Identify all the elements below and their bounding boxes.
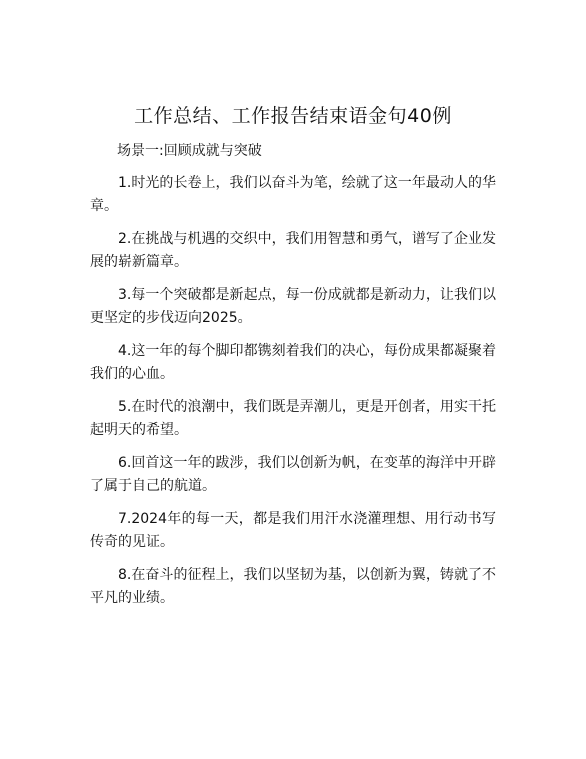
quote-item-4: 4.这一年的每个脚印都镌刻着我们的决心，每份成果都凝聚着我们的心血。 [90, 343, 496, 382]
document-body [90, 172, 496, 620]
quote-item-7: 7.2024年的每一天，都是我们用汗水浇灌理想、用行动书写传奇的见证。 [90, 511, 496, 550]
quote-item-2: 2.在挑战与机遇的交织中，我们用智慧和勇气，谱写了企业发展的崭新篇章。 [90, 231, 496, 270]
quote-item-1: 1.时光的长卷上，我们以奋斗为笔，绘就了这一年最动人的华章。 [90, 175, 496, 214]
quote-item-3: 3.每一个突破都是新起点，每一份成就都是新动力，让我们以更坚定的步伐迈向2025。 [90, 287, 496, 326]
quote-item-8: 8.在奋斗的征程上，我们以坚韧为基，以创新为翼，铸就了不平凡的业绩。 [90, 567, 496, 606]
quote-item-6: 6.回首这一年的跋涉，我们以创新为帆，在变革的海洋中开辟了属于自己的航道。 [90, 455, 496, 494]
quote-item-5: 5.在时代的浪潮中，我们既是弄潮儿，更是开创者，用实干托起明天的希望。 [90, 399, 496, 438]
scene-heading: 场景一:回顾成就与突破 [117, 143, 262, 159]
document-title: 工作总结、工作报告结束语金句40例 [134, 105, 452, 127]
